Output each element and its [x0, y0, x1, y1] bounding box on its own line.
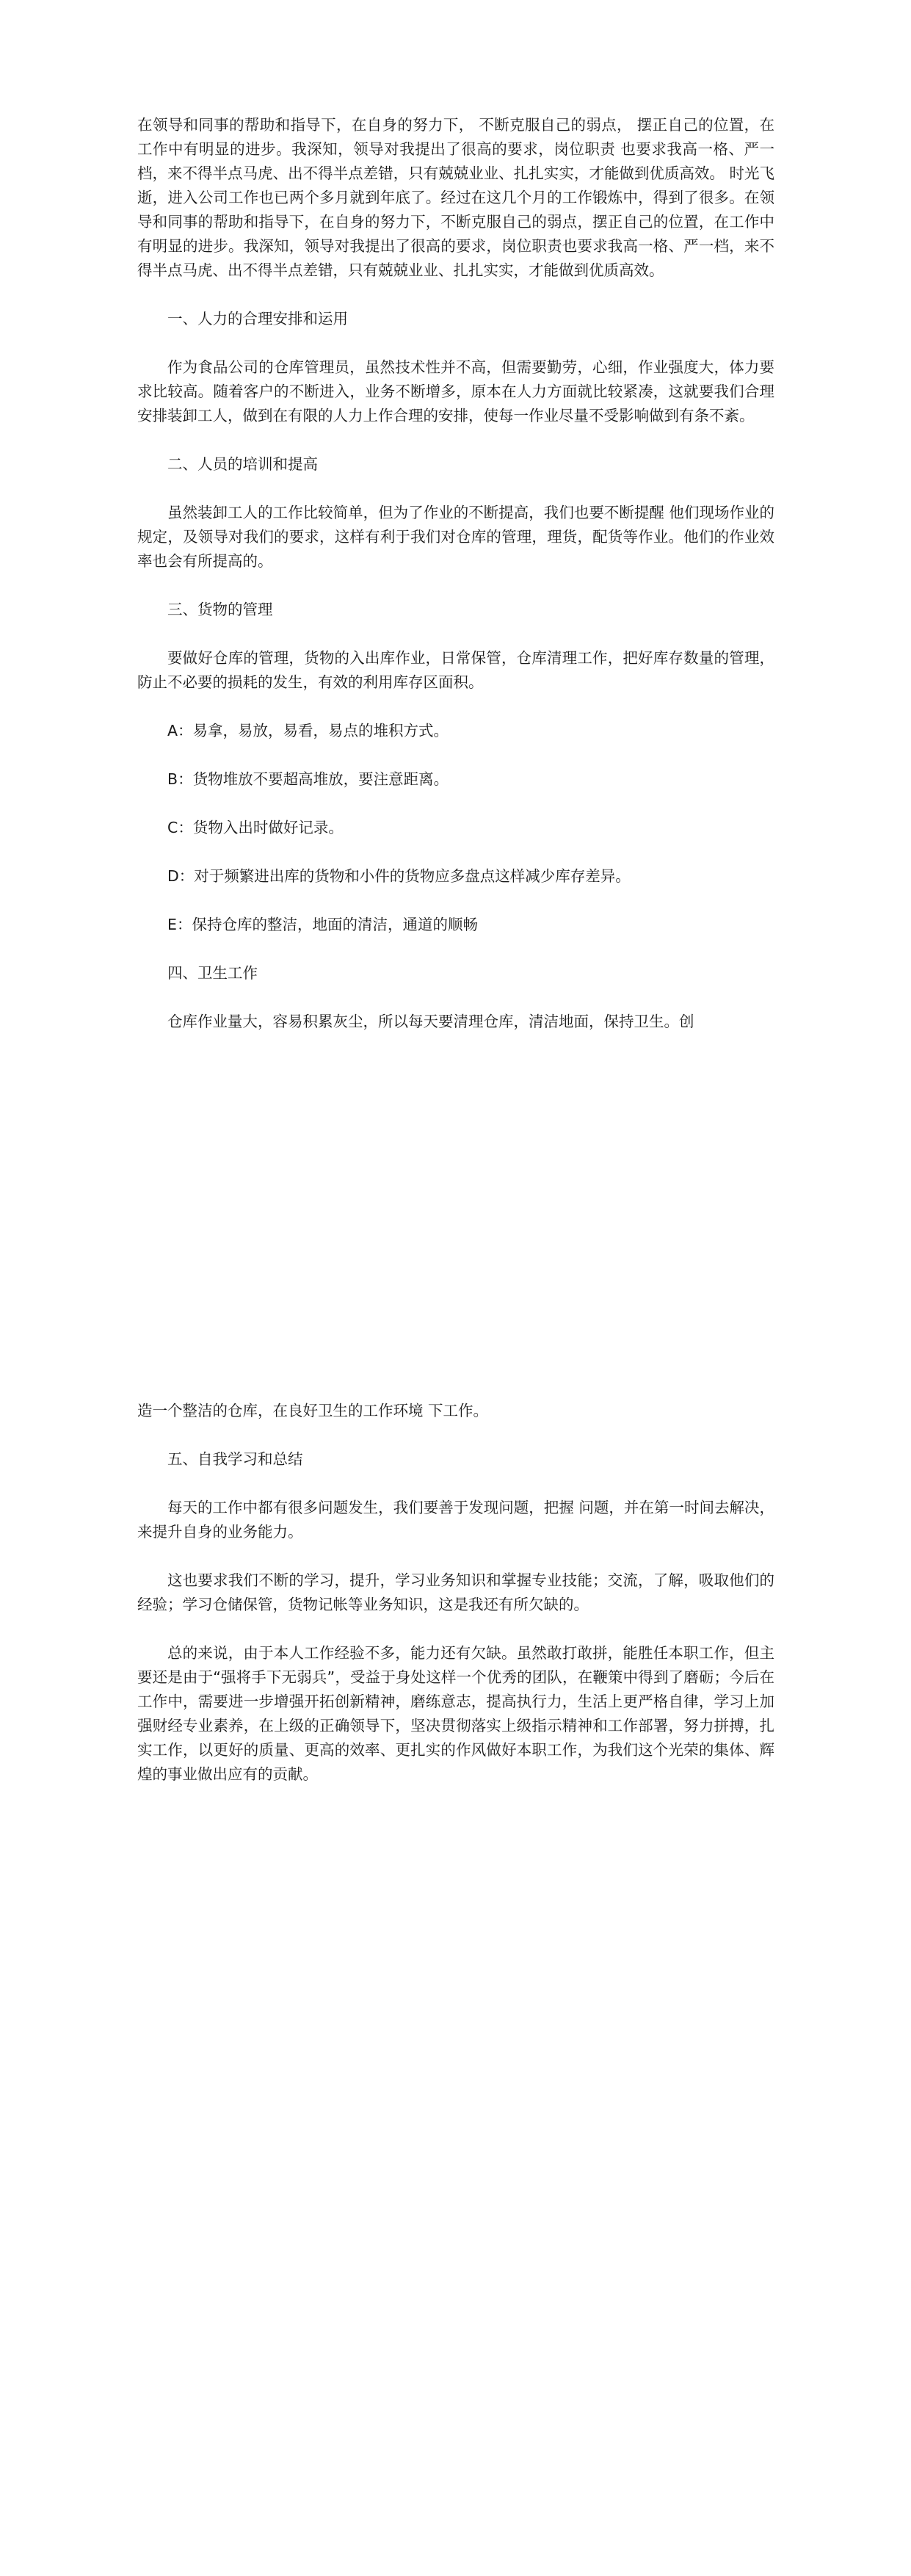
section-paragraph-4-start: 仓库作业量大，容易积累灰尘，所以每天要清理仓库，清洁地面，保持卫生。创 — [167, 1013, 694, 1030]
section-paragraph-3: 要做好仓库的管理，货物的入出库作业，日常保管，仓库清理工作，把好库存数量的管理，防止不必要的损耗的发生，有效的利用库存区面积。 — [137, 649, 774, 691]
list-item-d: D：对于频繁进出库的货物和小件的货物应多盘点这样减少库存差异。 — [167, 867, 631, 885]
section-paragraph-1: 作为食品公司的仓库管理员，虽然技术性并不高，但需要勤劳，心细，作业强度大，体力要求比较高。随着客户的不断进入，业务不断增多，原本在人力方面就比较紧凑，这就要我们合理安排装卸工人，做到在有限的人力上作合理的安排，使每一作业尽量不受影响做到有条不紊。 — [137, 358, 774, 424]
list-item-a: A：易拿，易放，易看，易点的堆积方式。 — [167, 722, 449, 739]
section-heading-5: 五、自我学习和总结 — [167, 1450, 303, 1468]
section-paragraph-5b: 这也要求我们不断的学习，提升，学习业务知识和掌握专业技能；交流，了解，吸取他们的经验；学习仓储保管，货物记帐等业务知识，这是我还有所欠缺的。 — [137, 1571, 774, 1613]
list-item-b: B：货物堆放不要超高堆放，要注意距离。 — [167, 770, 449, 788]
list-item-c: C：货物入出时做好记录。 — [167, 819, 344, 836]
text-block-lower — [137, 1399, 774, 1811]
section-paragraph-2: 虽然装卸工人的工作比较简单，但为了作业的不断提高，我们也要不断提醒 他们现场作业的规定，及领导对我们的要求，这样有利于我们对仓库的管理，理货，配货等作业。他们的作业效率也会有所提高的。 — [137, 504, 774, 570]
section-heading-3: 三、货物的管理 — [167, 601, 273, 618]
section-paragraph-4-end: 造一个整洁的仓库，在良好卫生的工作环境 下工作。 — [137, 1402, 489, 1419]
intro-paragraph: 在领导和同事的帮助和指导下，在自身的努力下， 不断克服自己的弱点， 摆正自己的位置，在工作中有明显的进步。我深知，领导对我提出了很高的要求，岗位职责 也要求我高一格、严一档，来不得半点马虎、出不得半点差错，只有兢兢业业、扎扎实实，才能做到优质高效。 时光飞逝，进入公司工作也已两个多月就到年底了。经过在这几个月的工作锻炼中，得到了很多。在领导和同事的帮助和指导下，在自身的努力下，不断克服自己的弱点，摆正自己的位置，在工作中有明显的进步。我深知，领导对我提出了很高的要求，岗位职责也要求我高一格、严一档，来不得半点马虎、出不得半点差错，只有兢兢业业、扎扎实实，才能做到优质高效。 — [137, 116, 774, 279]
section-paragraph-5a: 每天的工作中都有很多问题发生，我们要善于发现问题，把握 问题，并在第一时间去解决，来提升自身的业务能力。 — [137, 1499, 774, 1541]
conclusion-paragraph: 总的来说，由于本人工作经验不多，能力还有欠缺。虽然敢打敢拼，能胜任本职工作，但主要还是由于“强将手下无弱兵”，受益于身处这样一个优秀的团队，在鞭策中得到了磨砺；今后在工作中，需要进一步增强开拓创新精神，磨练意志，提高执行力，生活上更严格自律，学习上加强财经专业素养，在上级的正确领导下，坚决贯彻落实上级指示精神和工作部署，努力拼搏，扎实工作，以更好的质量、更高的效率、更扎实的作风做好本职工作，为我们这个光荣的集体、辉煌的事业做出应有的贡献。 — [137, 1644, 774, 1783]
text-block-upper — [137, 113, 774, 1058]
list-item-e: E：保持仓库的整洁，地面的清洁，通道的顺畅 — [167, 916, 478, 933]
section-heading-1: 一、人力的合理安排和运用 — [167, 310, 348, 328]
section-heading-4: 四、卫生工作 — [167, 964, 258, 982]
section-heading-2: 二、人员的培训和提高 — [167, 455, 318, 473]
